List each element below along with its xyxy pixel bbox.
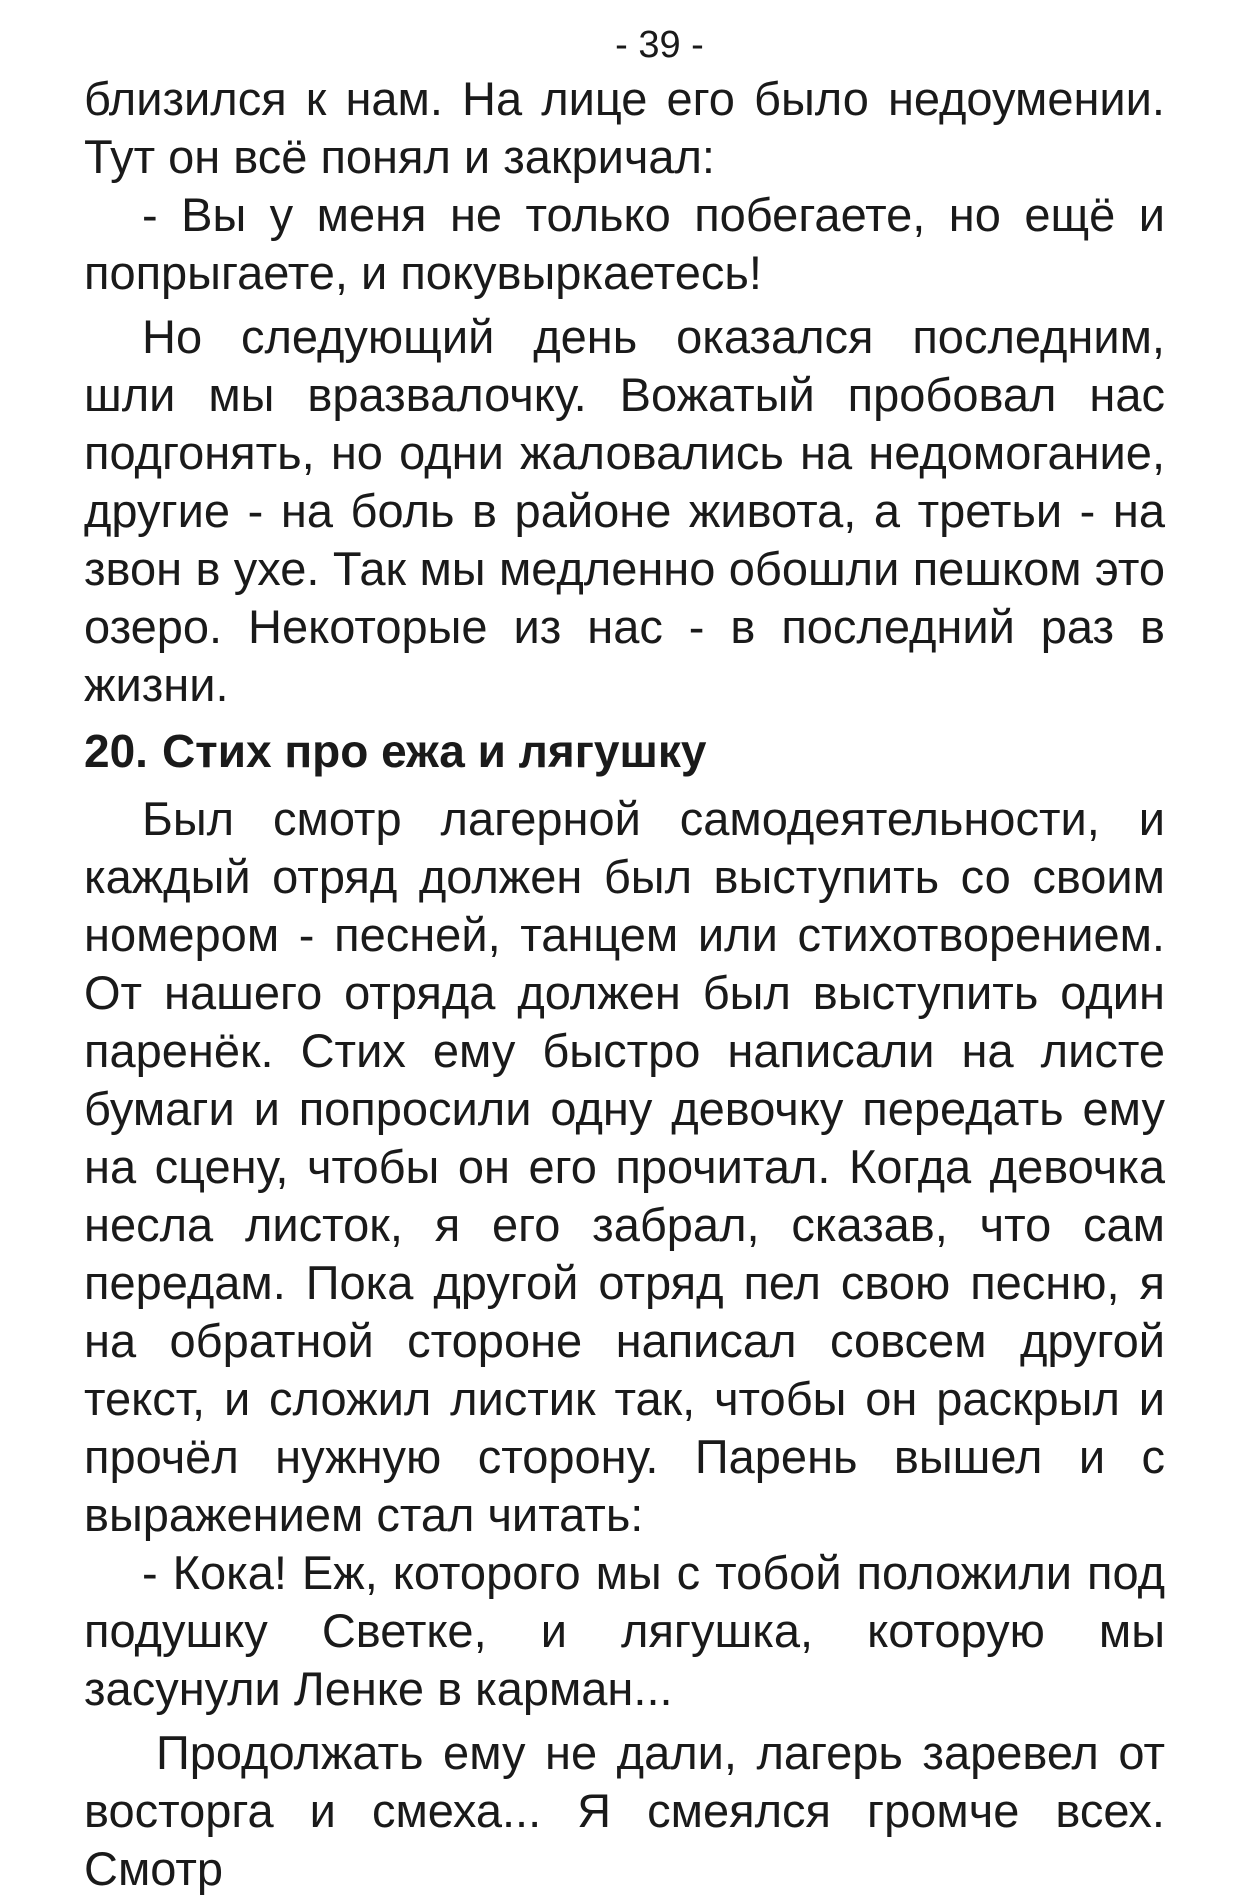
paragraph-reaction: Продолжать ему не дали, лагерь заревел от восторга и смеха... Я смеялся громче всех. Смотр [84, 1726, 1165, 1895]
book-page [84, 20, 1165, 1898]
section-heading [84, 722, 1165, 780]
section-title: Стих про ежа и лягушку [161, 725, 707, 777]
page-number: - 39 - [615, 24, 704, 66]
paragraph-continuation: близился к нам. На лице его было недоумении. Тут он всё понял и закричал: [84, 72, 1165, 183]
paragraph-poem-reading: - Кока! Еж, которого мы с тобой положили под подушку Светке, и лягушка, которую мы засунули Ленке в карман... [84, 1546, 1165, 1715]
paragraph-last-day: Но следующий день оказался последним, шли мы вразвалочку. Вожатый пробовал нас подгонять, но одни жаловались на недомогание, другие - на боль в районе живота, а третьи - на звон в ухе. Так мы медленно обошли пешком это озеро. Некоторые из нас - в последний раз в жизни. [84, 310, 1165, 711]
paragraph-dialogue: - Вы у меня не только побегаете, но ещё и попрыгаете, и покувыркаетесь! [84, 188, 1165, 299]
section-number: 20. [84, 725, 148, 777]
paragraph-talent-show: Был смотр лагерной самодеятельности, и каждый отряд должен был выступить со своим номером - песней, танцем или стихотворением. От нашего отряда должен был выступить один паренёк. Стих ему быстро написали на листе бумаги и попросили одну девочку передать ему на сцену, чтобы он его прочитал. Когда девочка несла листок, я его забрал, сказав, что сам передам. Пока другой отряд пел свою песню, я на обратной стороне написал совсем другой текст, и сложил листик так, чтобы он раскрыл и прочёл нужную сторону. Парень вышел и с выражением стал читать: [84, 792, 1165, 1541]
